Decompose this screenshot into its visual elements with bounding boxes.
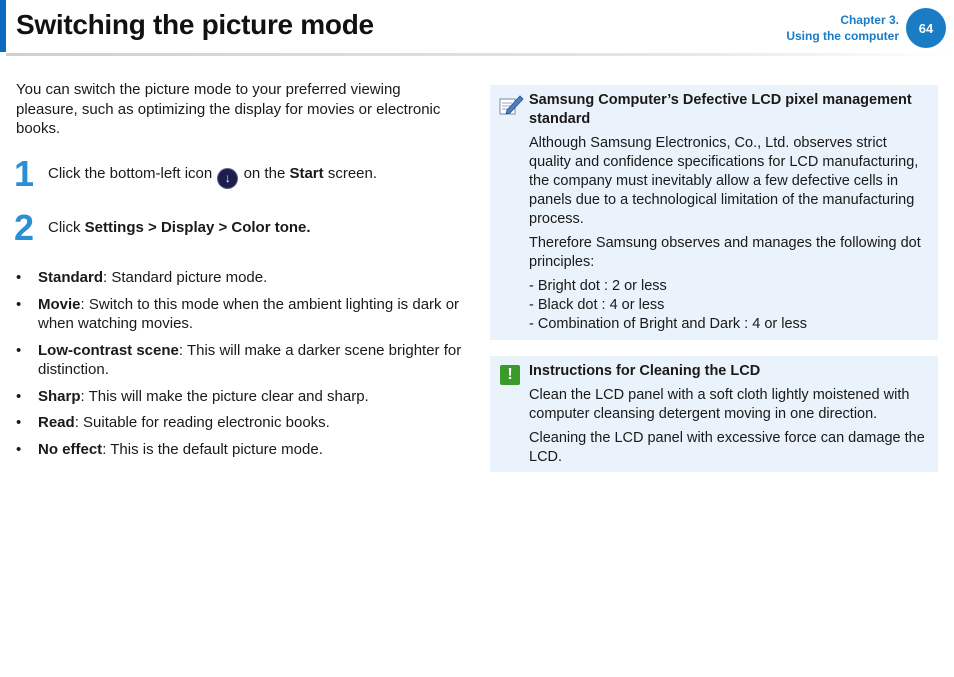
list-item: • Read: Suitable for reading electronic books. [16,414,330,431]
lcd-policy-note [490,85,938,340]
note-pencil-icon [498,93,524,123]
down-arrow-circle-icon: ↓ [218,169,237,188]
intro-paragraph: You can switch the picture mode to your preferred viewing pleasure, such as optimizing the display for movies or electronic books. [16,81,441,137]
chapter-name: Using the computer [786,29,899,43]
header-accent-bar [0,0,6,52]
list-item: - Black dot : 4 or less [529,297,665,313]
step-text: Click the bottom-left icon ↓ on the Start screen. [48,164,377,188]
note-title: Samsung Computer’s Defective LCD pixel management standard [529,92,912,127]
page-title: Switching the picture mode [16,9,374,40]
list-item: • No effect: This is the default picture mode. [16,440,323,458]
step-text: Click Settings > Display > Color tone. [48,219,311,236]
cleaning-warning-note [490,356,938,472]
chapter-info [786,12,899,44]
step-number: 2 [14,207,35,248]
list-item: • Low-contrast scene: This will make a darker scene brighter for distinction. [16,341,462,378]
list-item: • Standard: Standard picture mode. [16,269,268,286]
chapter-label: Chapter 3. [840,13,899,27]
picture-mode-list [16,268,466,466]
main-column [14,80,466,458]
note-paragraph: Clean the LCD panel with a soft cloth lightly moistened with computer cleansing detergent moving in one direction. [529,387,910,422]
list-item: - Combination of Bright and Dark : 4 or less [529,316,808,332]
note-title: Instructions for Cleaning the LCD [529,363,761,379]
page-number-badge: 64 [906,8,946,48]
note-paragraph: Although Samsung Electronics, Co., Ltd. observes strict quality and confidence specifications for LCD manufacturing, the company must inevitably allow a few defective cells in panels due to a technological limitation of the manufacturing process. [529,135,919,227]
note-paragraph: Therefore Samsung observes and manages the following dot principles: [529,235,921,270]
list-item: • Movie: Switch to this mode when the ambient lighting is dark or when watching movies. [16,295,460,332]
list-item: - Bright dot : 2 or less [529,278,667,294]
header-rule [6,53,954,56]
warning-exclamation-icon: ! [500,365,520,385]
note-paragraph: Cleaning the LCD panel with excessive force can damage the LCD. [529,430,925,465]
list-item: • Sharp: This will make the picture clear and sharp. [16,387,369,405]
step-number: 1 [14,153,35,194]
